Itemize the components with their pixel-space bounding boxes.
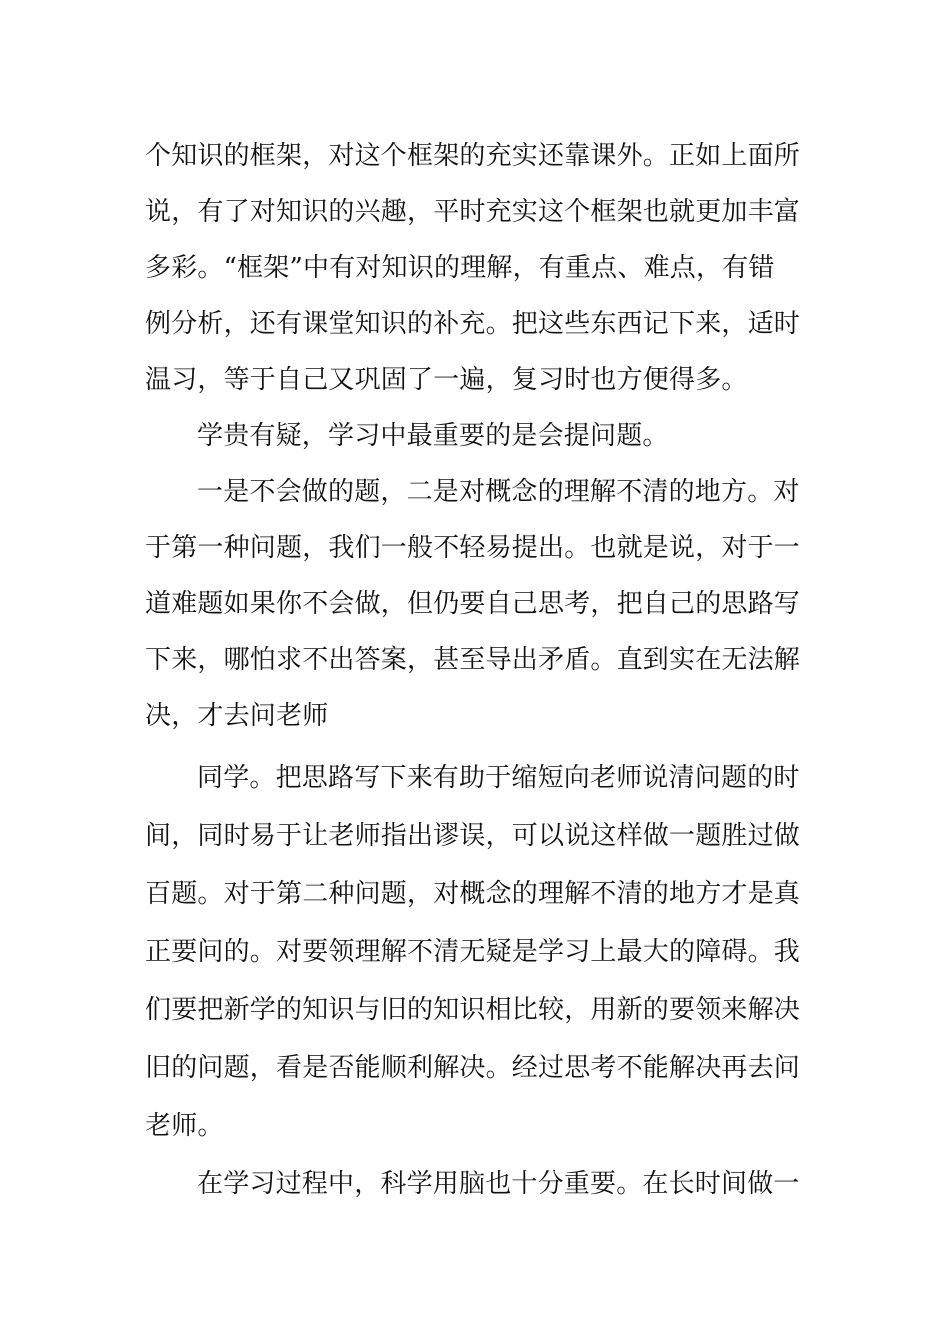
paragraph-first-line: 一是不会做的题，二是对概念的理解不清的地方。对 — [197, 477, 800, 507]
text-line: 道难题如果你不会做，但仍要自己思考，把自己的思路写 — [145, 589, 801, 619]
text-line: 百题。对于第二种问题，对概念的理解不清的地方才是真 — [145, 879, 801, 909]
text-line: 例分析，还有课堂知识的补充。把这些东西记下来，适时 — [145, 309, 801, 339]
text-line: 间，同时易于让老师指出谬误，可以说这样做一题胜过做 — [145, 821, 801, 851]
text-line: 正要问的。对要领理解不清无疑是学习上最大的障碍。我 — [145, 937, 801, 967]
paragraph-first-line: 同学。把思路写下来有助于缩短向老师说清问题的时 — [197, 763, 800, 793]
text-line: 老师。 — [145, 1111, 224, 1141]
text-line: 下来，哪怕求不出答案，甚至导出矛盾。直到实在无法解 — [145, 645, 801, 675]
paragraph-first-line: 学贵有疑，学习中最重要的是会提问题。 — [197, 421, 669, 451]
text-line: 于第一种问题，我们一般不轻易提出。也就是说，对于一 — [145, 533, 801, 563]
text-line: 决，才去问老师 — [145, 701, 329, 731]
text-line: 们要把新学的知识与旧的知识相比较，用新的要领来解决 — [145, 995, 801, 1025]
text-line: 多彩。“框架”中有对知识的理解，有重点、难点，有错 — [145, 253, 775, 283]
paragraph-first-line: 在学习过程中，科学用脑也十分重要。在长时间做一 — [197, 1169, 800, 1199]
text-line: 说，有了对知识的兴趣，平时充实这个框架也就更加丰富 — [145, 197, 801, 227]
text-line: 旧的问题，看是否能顺利解决。经过思考不能解决再去问 — [145, 1053, 801, 1083]
text-line: 温习，等于自己又巩固了一遍，复习时也方便得多。 — [145, 365, 748, 395]
text-line: 个知识的框架，对这个框架的充实还靠课外。正如上面所 — [145, 141, 801, 171]
